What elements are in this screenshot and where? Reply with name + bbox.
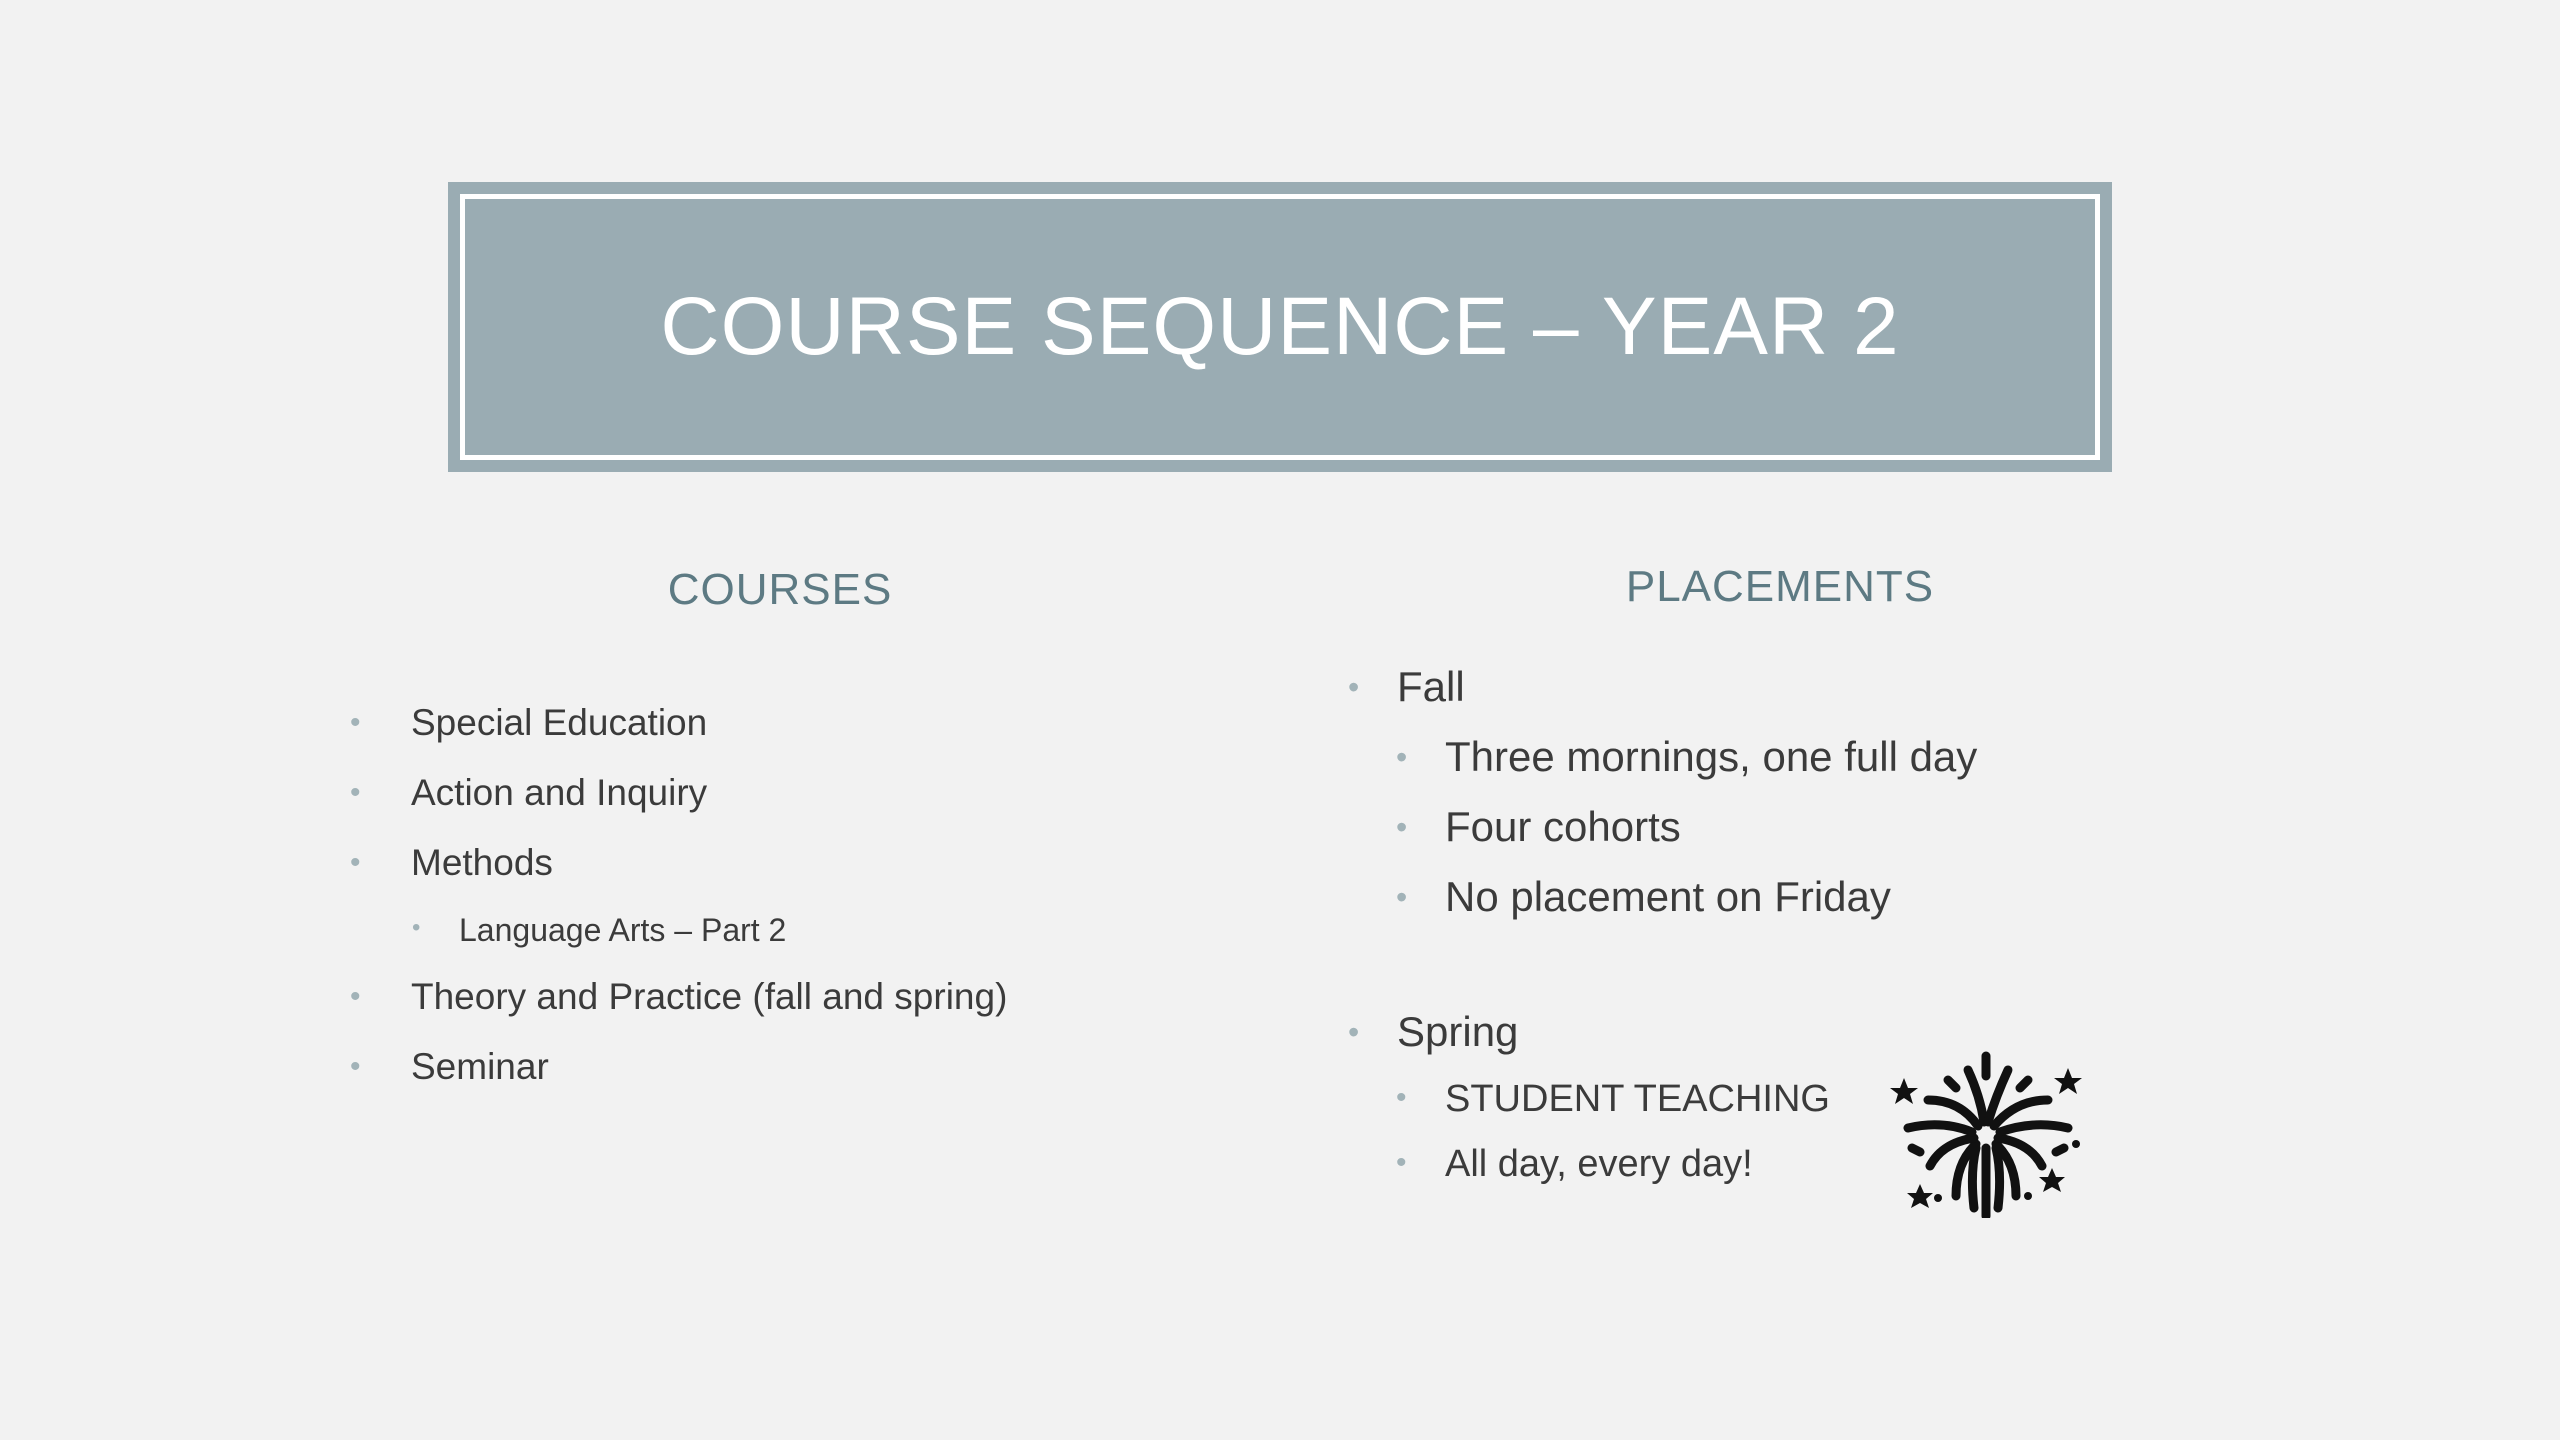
course-label: Seminar [411,1046,549,1087]
bullet-icon: • [412,914,421,941]
bullet-icon: • [350,846,361,879]
bullet-icon: • [1396,1081,1407,1114]
list-spacer [1348,937,1977,1002]
list-item-fall [1348,657,1977,727]
list-item [1348,797,1977,867]
fireworks-icon [1890,1048,2090,1218]
course-label: Special Education [411,702,708,743]
list-item-spring [1348,1002,1977,1072]
placement-detail: All day, every day! [1445,1143,1753,1185]
list-item [350,969,1007,1039]
bullet-icon: • [1396,1146,1407,1179]
bullet-icon: • [350,1050,361,1083]
list-item [350,1039,1007,1109]
courses-list [350,695,1007,1109]
list-item [1348,727,1977,797]
bullet-icon: • [350,706,361,739]
course-label: Language Arts – Part 2 [459,912,787,948]
placement-detail: Three mornings, one full day [1445,733,1978,780]
bullet-icon: • [1396,809,1408,845]
placement-label: Spring [1397,1008,1519,1055]
list-item [1348,1137,1977,1202]
bullet-icon: • [350,776,361,809]
bullet-icon: • [1396,739,1408,775]
list-item [350,695,1007,765]
placement-detail: No placement on Friday [1445,873,1891,920]
placement-detail: STUDENT TEACHING [1445,1078,1830,1120]
list-item [1348,1072,1977,1137]
slide-title: COURSE SEQUENCE – YEAR 2 [660,281,1900,372]
bullet-icon: • [350,980,361,1013]
placements-heading: PLACEMENTS [1625,562,1935,611]
list-item [350,905,1007,969]
bullet-icon: • [1348,1014,1360,1050]
list-item [350,765,1007,835]
list-item [1348,867,1977,937]
list-item [350,835,1007,905]
title-box [448,182,2112,472]
bullet-icon: • [1348,669,1360,705]
courses-heading: COURSES [667,565,893,614]
placement-detail: Four cohorts [1445,803,1681,850]
course-label: Theory and Practice (fall and spring) [411,976,1008,1017]
placements-list [1348,657,1977,1202]
course-label: Methods [411,842,553,883]
course-label: Action and Inquiry [411,772,708,813]
bullet-icon: • [1396,879,1408,915]
placement-label: Fall [1397,663,1465,710]
